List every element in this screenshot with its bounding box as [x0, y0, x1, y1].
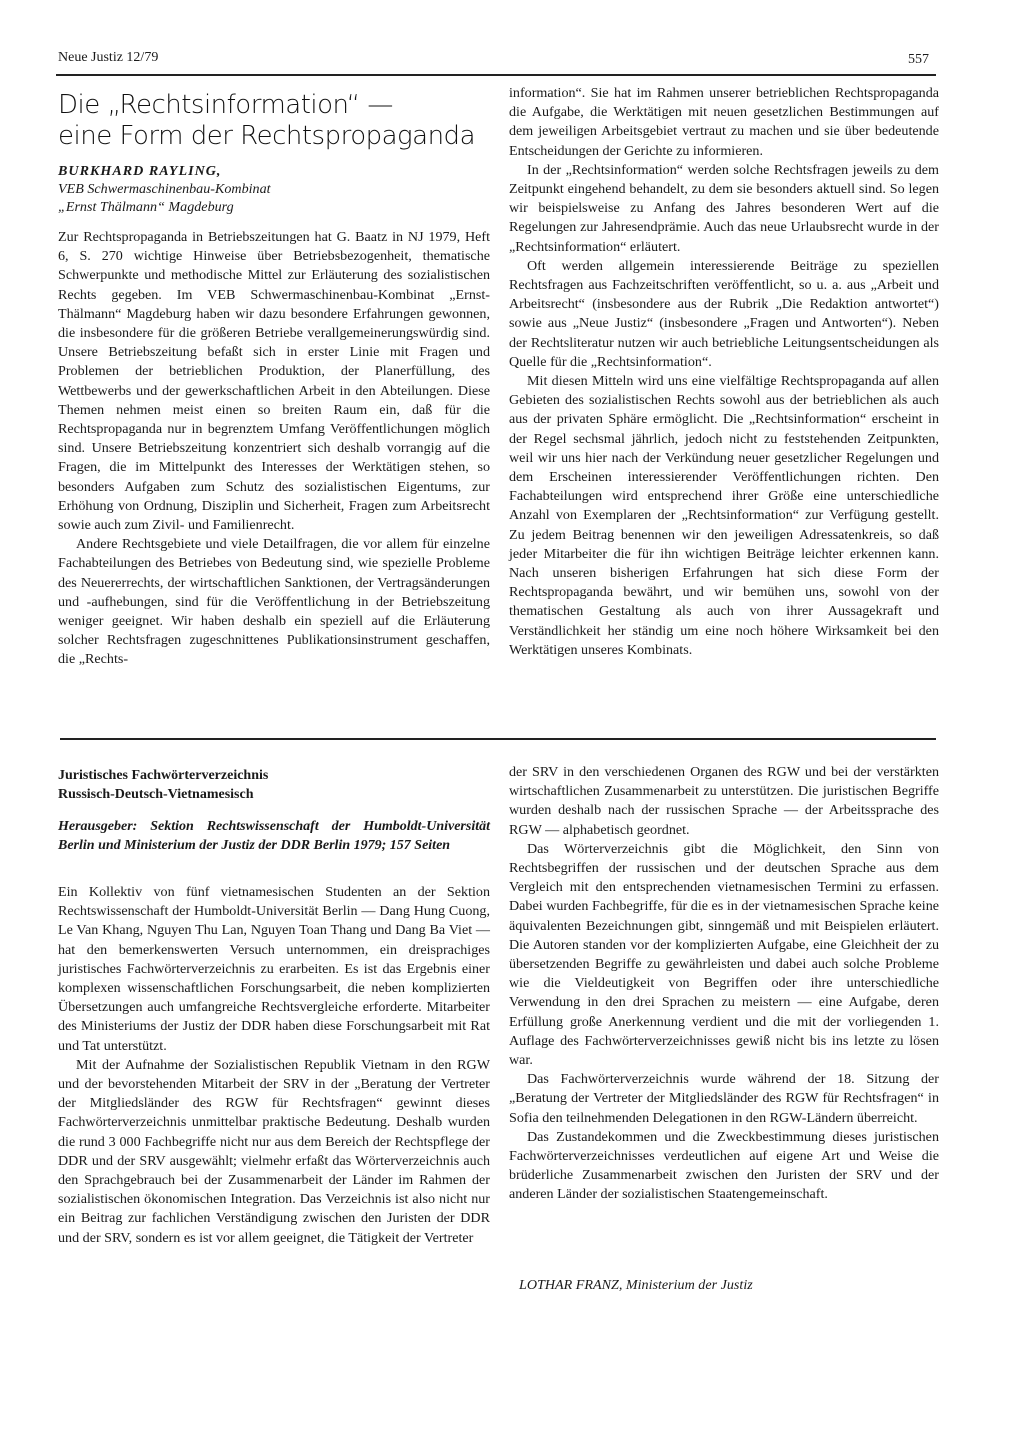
- review-paragraph: Das Wörterverzeichnis gibt die Möglichkeit, den Sinn von Rechtsbegriffen der russischen und der deutschen Sprache aus dem Vergleich mit den entsprechenden vietnamesischen Termini zu erfassen. Dabei wurden Fachbegriffe, für die es in der vietnamesischen Sprache keine äquivalenten Bezeichnungen gibt, sinngemäß und mit Beispielen erläutert. Die Autoren standen vor der komplizierten Aufgabe, eine Gleichheit der zu übersetzenden Begriffe zu gewährleisten und dabei auch solche Probleme wie die Vieldeutigkeit von Begriffen oder ihre unterschiedliche Verwendung in den drei Sprachen zu meistern — eine Aufgabe, deren Erfüllung große Anerkennung verdient und die mit der vorliegenden 1. Auflage des Fachwörterverzeichnisses gewiß nicht bis ins letzte zu lösen war.: [509, 840, 939, 1069]
- author-affiliation-2: „Ernst Thälmann“ Magdeburg: [58, 199, 234, 215]
- review-paragraph: der SRV in den verschiedenen Organen des RGW und bei der verstärkten wirtschaftlichen Zusammenarbeit zu unterstützen. Die juristischen Begriffe wurden deshalb nach der russischen Sprache — der Arbeitssprache des RGW — alphabetisch geordnet.: [509, 764, 939, 838]
- article-paragraph: Mit diesen Mitteln wird uns eine vielfältige Rechtspropaganda auf allen Gebieten des sozialistischen Rechts sowohl aus der betrieblichen als auch aus der privaten Sphäre ermöglicht. Die „Rechtsinformation“ erscheint in der Regel sechsmal jährlich, jedoch nicht zu feststehenden Zeitpunkten, weil wir uns hier nach der Verkündung neuer gesetzlicher Regelungen und dem Erscheinen interessierender Veröffentlichungen richten. Den Fachabteilungen wird entsprechend ihrer Größe eine unterschiedliche Anzahl von Exemplaren der „Rechtsinformation“ zur Verfügung gestellt. Zu jedem Beitrag benennen wir den jeweiligen Adressatenkreis, so daß jeder Mitarbeiter die für ihn wichtigen Beiträge leichter erkennen kann. Nach unseren bisherigen Erfahrungen hat sich diese Form der Rechtspropaganda bewährt, und wir bemühen uns, sowohl von der thematischen Gestaltung als auch von ihrer Aussagekraft und Verständlichkeit her ständig um eine noch höhere Wirksamkeit bei den Werktätigen unseres Kombinats.: [509, 373, 939, 658]
- review-paragraph: Ein Kollektiv von fünf vietnamesischen Studenten an der Sektion Rechtswissenschaft der Humboldt-Universität Berlin — Dang Hung Cuong, Le Van Khang, Nguyen Thu Lan, Nguyen Toan Thang und Dang Ba Viet — hat den bemerkenswerten Versuch unternommen, ein dreisprachiges juristisches Fachwörterverzeichnis zu erarbeiten. Es ist das Ergebnis einer komplexen wissenschaftlichen Forschungsarbeit, die neben komplizierten Übersetzungen auch umfangreiche Rechtsvergleiche erforderte. Mitarbeiter des Ministeriums der Justiz der DDR haben diese Forschungsarbeit mit Rat und Tat unterstützt.: [58, 884, 490, 1054]
- section-divider: [60, 738, 936, 740]
- review-title: [58, 766, 498, 804]
- article-paragraph: Zur Rechtspropaganda in Betriebszeitungen hat G. Baatz in NJ 1979, Heft 6, S. 270 wichtige Hinweise über Betriebsbezogenheit, thematische Schwerpunkte und methodische Mittel zur Erläuterung des sozialistischen Rechts gegeben. Im VEB Schwermaschinenbau-Kombinat „Ernst-Thälmann“ Magdeburg haben wir dazu besondere Erfahrungen gewonnen, die insbesondere für die größeren Betriebe verallgemeinerungswürdig sind. Unsere Betriebszeitung befaßt sich in erster Linie mit Fragen und Problemen der betrieblichen Produktion, der Planerfüllung, des Wettbewerbs und der gewerkschaftlichen Arbeit in den Abteilungen. Diese Themen nehmen meist einen so breiten Raum ein, daß für die Rechtspropaganda nur in begrenztem Umfang Veröffentlichungen möglich sind. Unsere Betriebszeitung konzentriert sich deshalb vorrangig auf die Fragen, die im Mittelpunkt des Interesses der Werktätigen stehen, so besonders Aufgaben zum Schutz des sozialistischen Eigentums, zur Erhöhung von Ordnung, Disziplin und Sicherheit, Fragen zum Arbeitsrecht sowie auch zum Zivil- und Familienrecht.: [58, 229, 490, 534]
- article-title-line-1: Die „Rechtsinformation“ —: [58, 90, 393, 120]
- review-left-column: [58, 883, 490, 1248]
- journal-issue: Neue Justiz 12/79: [58, 50, 159, 65]
- article-paragraph: information“. Sie hat im Rahmen unserer betrieblichen Rechtspropaganda die Aufgabe, die Werktätigen mit neuen gesetzlichen Bestimmungen auf dem jeweiligen Arbeitsgebiet vertraut zu machen und sie über bedeutende Entscheidungen der Gerichte zu informieren.: [509, 85, 939, 159]
- article-author-block: [58, 162, 498, 216]
- article-title-line-2: eine Form der Rechtspropaganda: [58, 121, 475, 151]
- review-paragraph: Mit der Aufnahme der Sozialistischen Republik Vietnam in den RGW und der bevorstehenden Mitarbeit der SRV in der „Beratung der Vertreter der Mitgliedsländer des RGW für Rechtsfragen“ gewinnt dieses Fachwörterverzeichnis unmittelbar praktische Bedeutung. Deshalb wurden die rund 3 000 Fachbegriffe nicht nur aus dem Bereich der Rechtspflege der DDR und der SRV ausgewählt; vielmehr erfaßt das Wörterverzeichnis auch den Sprachgebrauch bei der Zusammenarbeit der Länder im Rahmen der sozialistischen ökonomischen Integration. Das Verzeichnis ist also nicht nur ein Beitrag zur fachlichen Verständigung zwischen den Juristen der DDR und der SRV, sondern es ist vor allem geeignet, die Tätigkeit der Vertreter: [58, 1056, 490, 1246]
- review-paragraph: Das Fachwörterverzeichnis wurde während der 18. Sitzung der „Beratung der Vertreter der Mitgliedsländer des RGW für Rechtsfragen“ in Sofia den teilnehmenden Delegationen in den RGW-Ländern überreicht.: [509, 1071, 939, 1126]
- article-paragraph: Andere Rechtsgebiete und viele Detailfragen, die vor allem für einzelne Fachabteilungen des Betriebes von Bedeutung sind, wie spezielle Probleme des Neuererrechts, der wirtschaftlichen Sanktionen, der Vertragsänderungen und -aufhebungen, sind für die Veröffentlichung in der Betriebszeitung weniger geeignet. Wir haben deshalb ein speziell auf die Erläuterung solcher Rechtsfragen zugeschnittenes Publikationsinstrument geschaffen, die „Rechts-: [58, 536, 490, 668]
- article-right-column: [509, 84, 939, 660]
- review-title-line-1: Juristisches Fachwörterverzeichnis: [58, 768, 269, 783]
- author-affiliation-1: VEB Schwermaschinenbau-Kombinat: [58, 181, 271, 197]
- article-left-column: [58, 228, 490, 670]
- article-title: [58, 90, 478, 152]
- review-right-column: [509, 763, 939, 1205]
- page-number: 557: [908, 52, 929, 67]
- header-rule: [56, 74, 936, 76]
- article-paragraph: In der „Rechtsinformation“ werden solche Rechtsfragen jeweils zu dem Zeitpunkt eingehend behandelt, zu dem sie besonders aktuell sind. So legen wir beispielsweise zu Anfang des Jahres besonderen Wert auf die Regelungen zur Jahresendprämie. Auch das neue Urlaubsrecht wurde in der „Rechtsinformation“ erläutert.: [509, 161, 939, 255]
- review-paragraph: Das Zustandekommen und die Zweckbestimmung dieses juristischen Fachwörterverzeichnisses verdeutlichen auf eigene Art und Weise die brüderliche Zusammenarbeit zwischen den Juristen der SRV und der anderen Länder der sozialistischen Staatengemeinschaft.: [509, 1128, 939, 1203]
- review-signature: LOTHAR FRANZ, Ministerium der Justiz: [519, 1277, 753, 1293]
- author-name: BURKHARD RAYLING,: [58, 163, 222, 179]
- review-title-line-2: Russisch-Deutsch-Vietnamesisch: [58, 787, 254, 802]
- review-publication-info: Herausgeber: Sektion Rechtswissenschaft der Humboldt-Universität Berlin und Ministerium der Justiz der DDR Berlin 1979; 157 Seiten: [58, 819, 490, 854]
- article-paragraph: Oft werden allgemein interessierende Beiträge zu speziellen Rechtsfragen aus Fachzeitschriften veröffentlicht, so u. a. aus „Arbeit und Arbeitsrecht“ (insbesondere aus der Rubrik „Die Redaktion antwortet“) sowie aus „Neue Justiz“ (insbesondere „Fragen und Antworten“). Neben der Rechtsliteratur nutzen wir auch betriebliche Leitungsentscheidungen als Quelle für die „Rechtsinformation“.: [509, 257, 939, 370]
